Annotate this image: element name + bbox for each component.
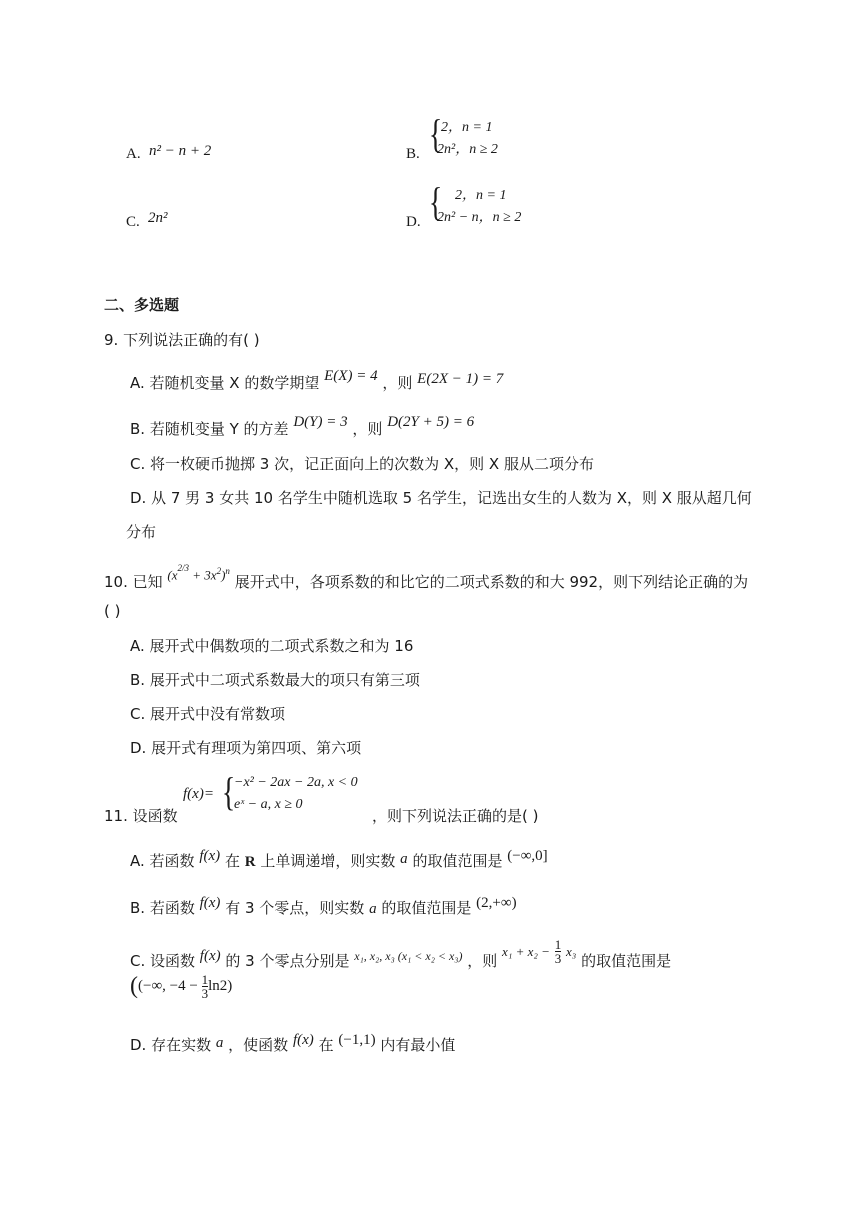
q9-option-a-math2: E(2X − 1) = 7 <box>417 371 504 387</box>
q11-option-c-range: ((−∞, −4 − $\frac{1}{3}$ ln2) <box>130 972 233 1001</box>
q9-option-d-line1: D. 从 7 男 3 女共 10 名学生中随机选取 5 名学生，记选出女生的人数为 X，则 X 服从超几何 <box>130 489 752 507</box>
q8-option-d-brace: { <box>428 179 443 224</box>
q10-stem-line2: ( ) <box>104 602 121 620</box>
q11-option-b-mid1: 有 3 个零点，则实数 <box>225 899 365 917</box>
q8-option-b-row2: 2n²，n ≥ 2 <box>437 142 498 157</box>
q11-option-d-fx: f(x) <box>292 1032 314 1048</box>
q11-option-b-fx: f(x) <box>199 895 221 911</box>
q10-binomial-expr: $(x^{2/3} + 3x^2)^n$ <box>167 562 230 582</box>
q11-option-c-expr-a: x₁ + x₂ − <box>502 944 550 959</box>
q11-piecewise-brace: { <box>221 769 236 814</box>
q11-option-a-var: a <box>400 851 408 867</box>
q11-option-a-prefix: A. 若函数 <box>130 852 195 870</box>
q11-option-c <box>130 937 672 975</box>
q11-option-c-mid2: ，则 <box>467 952 498 970</box>
q9-option-d-line2: 分布 <box>126 523 157 541</box>
q10-stem-suffix: 展开式中，各项系数的和比它的二项式系数的和大 992，则下列结论正确的为 <box>234 573 749 591</box>
q8-option-a-label: A. <box>126 146 141 162</box>
q11-option-c-mid3: 的取值范围是 <box>581 952 672 970</box>
q11-option-b <box>130 897 517 918</box>
q8-option-b-row1: 2，n = 1 <box>441 120 493 135</box>
q9-option-a <box>130 368 504 393</box>
q11-option-a-mid2: 上单调递增，则实数 <box>260 852 396 870</box>
q10-option-a: A. 展开式中偶数项的二项式系数之和为 16 <box>130 637 414 655</box>
q10-option-c: C. 展开式中没有常数项 <box>130 705 286 723</box>
q11-option-b-mid2: 的取值范围是 <box>381 899 472 917</box>
q10-stem <box>104 562 749 592</box>
q11-option-c-range-b: ln2) <box>208 978 233 994</box>
q11-option-b-range: (2,+∞) <box>476 895 517 911</box>
q9-stem: 9. 下列说法正确的有( ) <box>104 331 260 349</box>
q8-option-d-row2: 2n² − n，n ≥ 2 <box>437 210 522 225</box>
q11-option-b-var: a <box>369 901 377 917</box>
q11-option-a-real-set: R <box>244 854 256 870</box>
q11-option-c-zeros: x₁, x₂, x₃ (x₁ < x₂ < x₃) <box>354 949 463 963</box>
q11-option-d-var: a <box>215 1035 224 1051</box>
q9-option-b-math2: D(2Y + 5) = 6 <box>387 414 475 430</box>
q11-option-a-fx: f(x) <box>199 848 221 864</box>
q11-option-d-mid1: ，使函数 <box>228 1036 289 1054</box>
q9-option-a-mid: ，则 <box>382 374 413 392</box>
q11-option-c-frac-den: 3 <box>554 951 562 966</box>
q11-stem-prefix: 11. 设函数 <box>104 807 178 825</box>
q10-option-d: D. 展开式有理项为第四项、第六项 <box>130 739 362 757</box>
q11-option-c-fx: f(x) <box>199 948 221 964</box>
q9-option-a-prefix: A. 若随机变量 X 的数学期望 <box>130 374 320 392</box>
q11-function-label: f(x)= <box>183 786 214 802</box>
q11-piecewise-row1: −x² − 2ax − 2a, x < 0 <box>234 775 358 790</box>
q11-option-c-prefix: C. 设函数 <box>130 952 196 970</box>
q11-option-d <box>130 1034 455 1055</box>
q11-option-d-mid2: 在 <box>318 1036 334 1054</box>
q11-option-c-frac-num: 1 <box>554 937 562 952</box>
q11-option-c-fraction <box>555 938 562 965</box>
q8-option-b-brace: { <box>428 111 443 156</box>
q11-option-c-range-frac-num: 1 <box>201 972 209 987</box>
q11-option-a-mid1: 在 <box>224 852 240 870</box>
q10-stem-prefix: 10. 已知 <box>104 573 163 591</box>
q11-option-c-mid1: 的 3 个零点分别是 <box>225 952 350 970</box>
q8-option-d-label: D. <box>406 214 421 230</box>
q9-option-b <box>130 414 475 439</box>
q11-option-c-expr-b: x₃ <box>565 944 577 959</box>
q11-option-c-range-frac-den: 3 <box>201 986 209 1001</box>
q9-option-b-math1: D(Y) = 3 <box>293 414 348 430</box>
q11-option-d-prefix: D. 存在实数 <box>130 1036 212 1054</box>
q9-option-b-mid: ，则 <box>352 420 383 438</box>
q8-option-a-expr: n² − n + 2 <box>149 143 212 159</box>
q11-piecewise-row2: eˣ − a, x ≥ 0 <box>234 797 303 812</box>
q11-option-a-mid3: 的取值范围是 <box>412 852 503 870</box>
q11-option-d-range: (−1,1) <box>338 1032 376 1048</box>
q8-option-c-expr: 2n² <box>148 210 168 226</box>
q8-option-b-label: B. <box>406 146 420 162</box>
q9-option-b-prefix: B. 若随机变量 Y 的方差 <box>130 420 289 438</box>
q11-option-c-range-a: (−∞, −4 − <box>138 978 198 994</box>
q10-option-b: B. 展开式中二项式系数最大的项只有第三项 <box>130 671 420 689</box>
q9-option-a-math1: E(X) = 4 <box>324 368 378 384</box>
section-heading: 二、多选题 <box>104 296 180 314</box>
q8-option-d-row1: 2，n = 1 <box>455 188 507 203</box>
q11-option-a-range: (−∞,0] <box>507 848 548 864</box>
q11-option-d-suffix: 内有最小值 <box>380 1036 456 1054</box>
q8-option-c-label: C. <box>126 214 140 230</box>
q11-stem-suffix: ，则下列说法正确的是( ) <box>372 807 539 825</box>
q9-option-c: C. 将一枚硬币抛掷 3 次，记正面向上的次数为 X，则 X 服从二项分布 <box>130 455 594 473</box>
q11-option-a <box>130 850 548 871</box>
q11-option-b-prefix: B. 若函数 <box>130 899 195 917</box>
